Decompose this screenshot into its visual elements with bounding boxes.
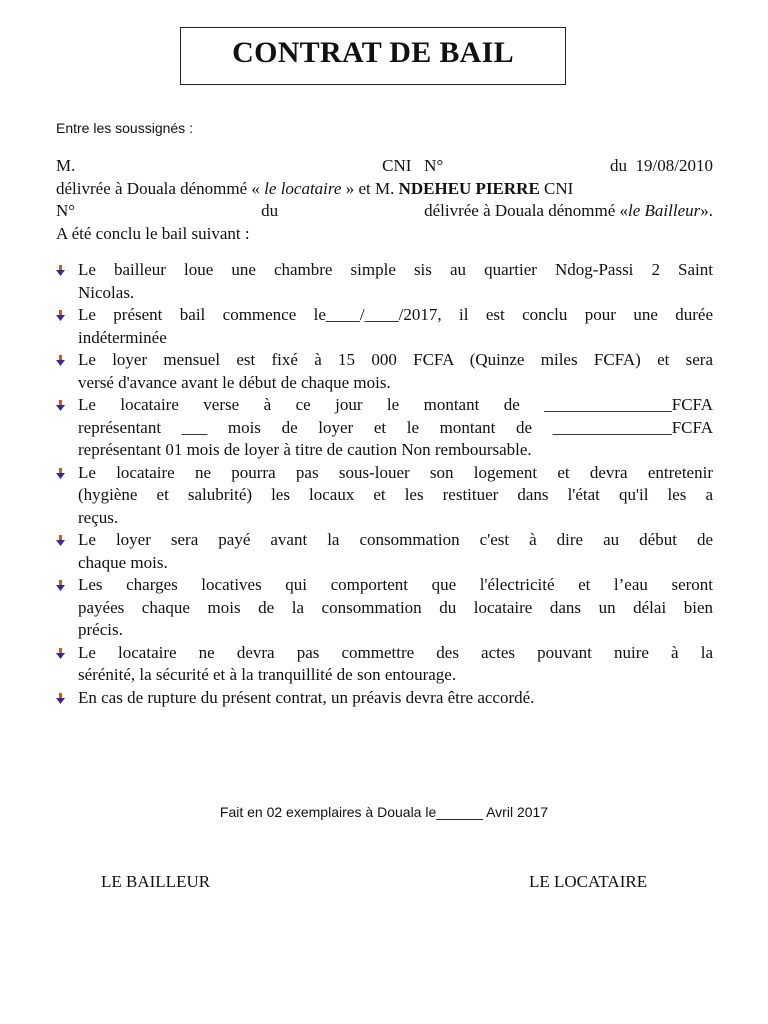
- clause-line: représentant ___ mois de loyer et le montant de ______________FCFA: [78, 417, 713, 437]
- clause-text: [78, 687, 713, 710]
- arrow-bullet-icon: [56, 304, 78, 321]
- arrow-bullet-icon: [56, 259, 78, 276]
- clause-item: [56, 529, 713, 574]
- arrow-bullet-icon: [56, 462, 78, 479]
- title-box: [180, 27, 566, 85]
- clause-text: [78, 259, 713, 304]
- clause-line: payées chaque mois de la consommation du locataire dans un délai bien: [78, 597, 713, 617]
- clause-line: Le locataire verse à ce jour le montant de _______________FCFA: [78, 395, 713, 414]
- clause-line: précis.: [78, 620, 123, 639]
- clause-line: reçus.: [78, 507, 119, 527]
- arrow-bullet-icon: [56, 529, 78, 546]
- intro-delivree: délivrée à Douala dénommé «: [424, 201, 628, 220]
- intro-l2-b: » et M.: [341, 178, 399, 198]
- clause-line: (hygiène et salubrité) les locaux et les restituer dans l'état qu'il les a: [78, 485, 713, 504]
- clause-line: Le bailleur loue une chambre simple sis au quartier Ndog-Passi 2 Saint: [78, 260, 713, 279]
- clause-text: [78, 642, 713, 687]
- clause-item: [56, 574, 713, 642]
- clause-text: [78, 349, 713, 394]
- clause-line: Le loyer sera payé avant la consommation c'est à dire au début de: [78, 530, 713, 549]
- intro-line-1: [56, 155, 713, 178]
- clause-item: [56, 349, 713, 394]
- clause-line: Le loyer mensuel est fixé à 15 000 FCFA (Quinze miles FCFA) et sera: [78, 350, 713, 369]
- intro-l2-a: délivrée à Douala dénommé «: [56, 178, 265, 198]
- arrow-bullet-icon: [56, 349, 78, 366]
- clause-item: [56, 687, 713, 710]
- clause-line: sérénité, la sécurité et à la tranquillité de son entourage.: [78, 665, 457, 684]
- clause-line: indéterminée: [78, 327, 167, 347]
- clause-line: versé d'avance avant le début de chaque mois.: [78, 372, 391, 392]
- document-title: CONTRAT DE BAIL: [232, 36, 514, 69]
- clause-item: [56, 462, 713, 530]
- intro-l2-c: CNI: [539, 178, 574, 198]
- signature-place-date: Fait en 02 exemplaires à Douala le______ Avril 2017: [219, 804, 549, 820]
- signature-locataire: LE LOCATAIRE: [529, 872, 648, 891]
- clause-line: Le locataire ne devra pas commettre des actes pouvant nuire à la: [78, 642, 713, 662]
- intro-date: du 19/08/2010: [610, 156, 713, 175]
- intro-du: du: [261, 201, 279, 220]
- clause-line: En cas de rupture du présent contrat, un préavis devra être accordé.: [78, 687, 535, 707]
- clause-line: Nicolas.: [78, 282, 135, 302]
- intro-cni: CNI N°: [382, 156, 444, 175]
- clause-text: [78, 394, 713, 462]
- arrow-bullet-icon: [56, 394, 78, 411]
- intro-line-2: [56, 178, 713, 201]
- clause-text: [78, 462, 713, 530]
- clause-line: Le présent bail commence le____/____/2017, il est conclu pour une durée: [78, 305, 713, 324]
- intro-m: M.: [56, 156, 76, 175]
- arrow-bullet-icon: [56, 574, 78, 591]
- signature-bailleur: LE BAILLEUR: [101, 872, 211, 891]
- clause-item: [56, 394, 713, 462]
- intro-line-3: [56, 200, 713, 223]
- clause-text: [78, 304, 713, 349]
- intro-locataire: le locataire: [264, 178, 342, 198]
- clause-line: Le locataire ne pourra pas sous-louer son logement et devra entretenir: [78, 462, 713, 482]
- clause-text: [78, 529, 713, 574]
- clause-item: [56, 259, 713, 304]
- intro-l3-close: ».: [700, 201, 713, 220]
- clause-text: [78, 574, 713, 642]
- clause-line: Les charges locatives qui comportent que l'électricité et l’eau seront: [78, 575, 713, 594]
- bailleur-name: NDEHEU PIERRE: [398, 178, 540, 198]
- intro-l3-end: [424, 200, 713, 223]
- intro-paragraph: [56, 155, 713, 245]
- arrow-bullet-icon: [56, 687, 78, 704]
- arrow-bullet-icon: [56, 642, 78, 659]
- intro-line-4: A été conclu le bail suivant :: [56, 223, 250, 243]
- clause-line: chaque mois.: [78, 552, 168, 572]
- intro-no: N°: [56, 201, 76, 220]
- clause-item: [56, 642, 713, 687]
- clause-line: représentant 01 mois de loyer à titre de caution Non remboursable.: [78, 440, 532, 459]
- clause-list: [56, 259, 713, 709]
- parties-label: Entre les soussignés :: [56, 120, 193, 136]
- intro-bailleur: le Bailleur: [628, 201, 701, 220]
- clause-item: [56, 304, 713, 349]
